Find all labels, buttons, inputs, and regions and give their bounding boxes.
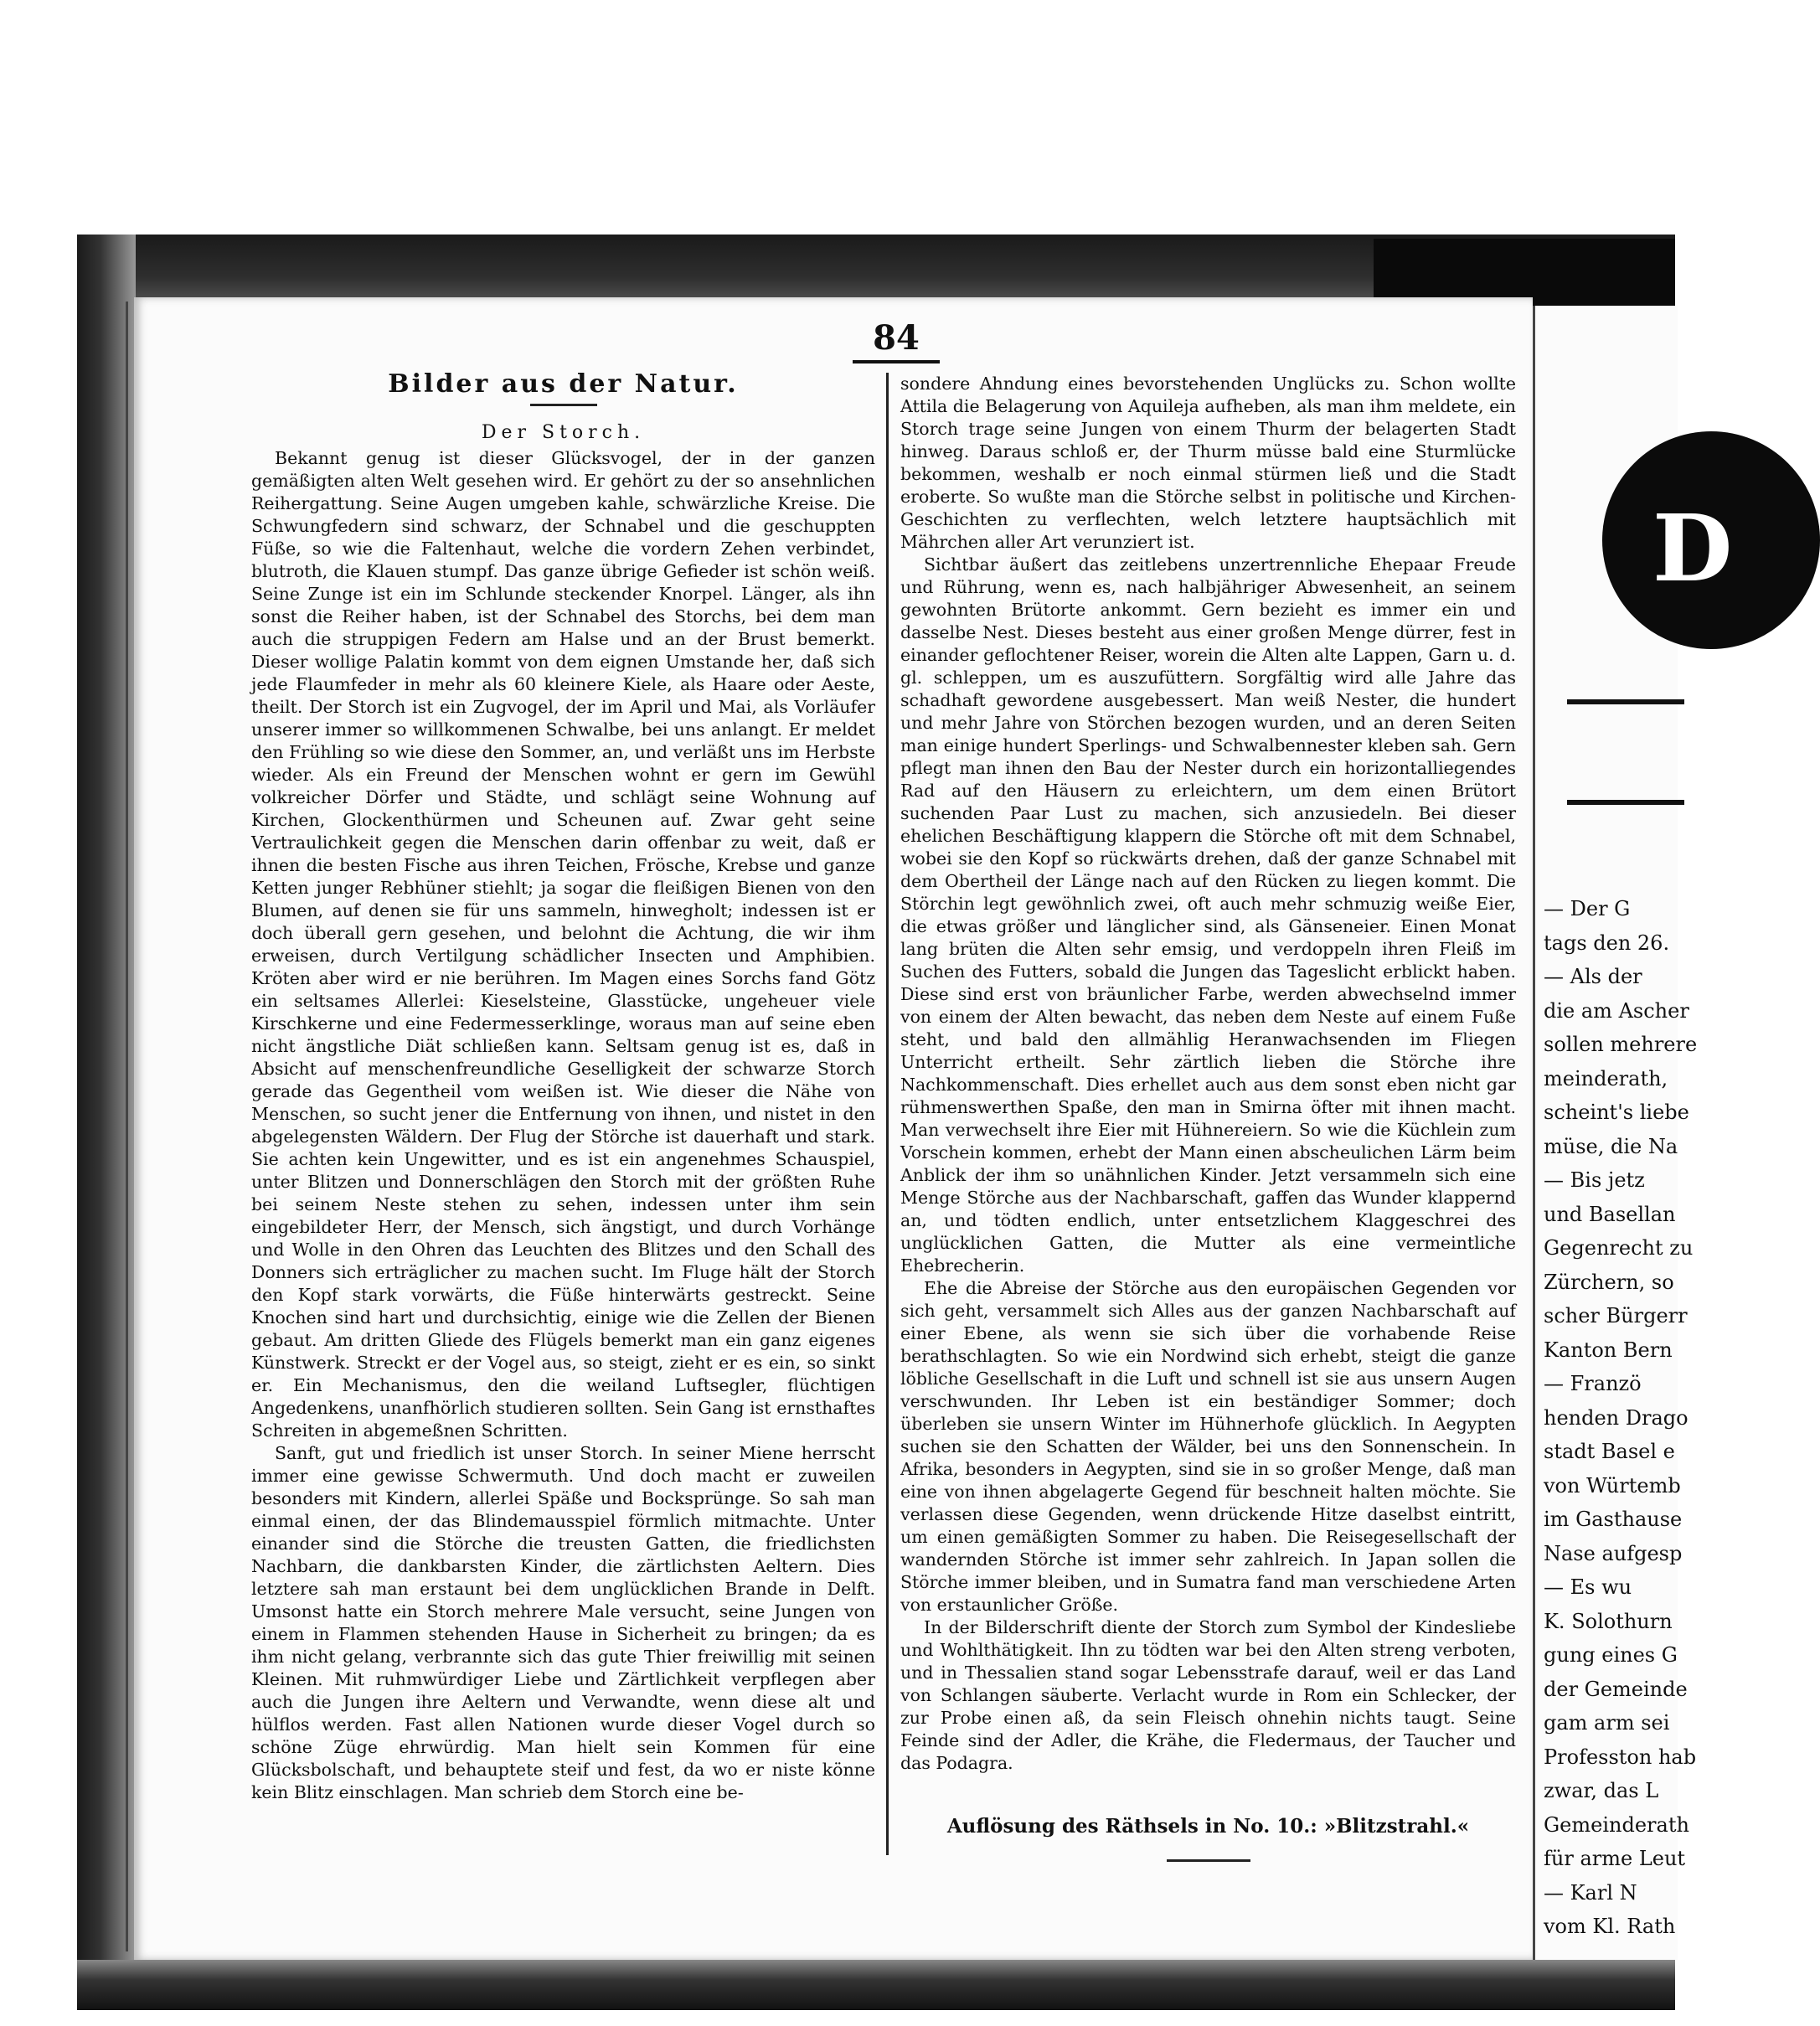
paragraph: Ehe die Abreise der Störche aus den europäischen Gegenden vor sich geht, versammelt sich Alles aus der ganzen Nachbarschaft auf einer Ebene, als wenn sie sich über die vorhabende Reise berathschlagten. So wie ein Nordwind sich erhebt, steigt die ganze löbliche Gesellschaft in die Luft und schnell ist sie aus unsern Augen verschwunden. Ihr Leben ist ein beständiger Sommer; doch überleben sie unsern Winter im Hühnerhofe glücklich. In Aegypten suchen sie den Schatten der Wälder, bei uns den Sonnenschein. In Afrika, besonders in Aegypten, sind sie in so großer Menge, daß man eine von ihnen abgelagerte Gegend für beschneit halten möchte. Sie verlassen diese Gegenden, wenn drückende Hitze daselbst eintritt, um einen gemäßigten Sommer zu haben. Die Reisegesellschaft der wandernden Störche ist immer sehr zahlreich. In Japan sollen die Störche immer bleiben, und in Sumatra fand man verschiedene Arten von erstaunlicher Größe. [900,1278,1516,1615]
heading-rule [530,404,597,406]
text-line: der Gemeinde [1544,1677,1688,1701]
text-line: — Der G [1544,897,1631,920]
masthead-rule [1567,800,1684,805]
text-line: die am Ascher [1544,998,1689,1023]
article-heading: Bilder aus der Natur. [388,369,739,399]
text-line: Gemeinderath [1544,1812,1689,1837]
text-line: Zürchern, so [1544,1270,1674,1294]
text-line: zwar, das L [1544,1779,1659,1802]
text-line: — Franzö [1544,1372,1642,1395]
paragraph: sondere Ahndung eines bevorstehenden Unglücks zu. Schon wollte Attila die Belagerung von Aquileja aufheben, als man ihm meldete, ein Storch trage seine Jungen von einem Thurm der belagerten Stadt hinweg. Daraus schloß er, der Thurm müsse bald eine Sturmlücke bekommen, weshalb er noch einmal stürmen ließ und die Stadt eroberte. So wußte man die Störche selbst in politische und Kirchen-Geschichten zu verflechten, welch letztere hauptsächlich mit Mährchen aller Art verunziert ist. [900,374,1516,552]
page-number: 84 [873,318,920,358]
paragraph: Sanft, gut und friedlich ist unser Storch. In seiner Miene herrscht immer eine gewisse Schwermuth. Und doch macht er zuweilen besonders mit Kindern, allerlei Späße und Bocksprünge. So sah man einmal einen, der das Blindemausspiel förmlich mitmachte. Unter einander sind die Störche die treusten Gatten, die friedlichsten Nachbarn, die dankbarsten Kinder, die zärtlichsten Aeltern. Dies letztere sah man erstaunt bei dem unglücklichen Brande in Delft. Umsonst hatte ein Storch mehrere Male versucht, seine Jungen von einem in Flammen stehenden Hause in Sicherheit zu bringen; da es ihm nicht gelang, verbrannte sich das gute Thier freiwillig mit seinen Kleinen. Mit ruhmwürdiger Liebe und Zärtlichkeit verpflegen aber auch die Jungen ihre Aeltern und Verwandte, wenn diese alt und hülflos werden. Fast allen Nationen wurde dieser Vogel durch so schöne Züge ehrwürdig. Man hielt sein Kommen für eine Glücksbolschaft, und behauptete steif und fest, da wo er niste könne kein Blitz einschlagen. Man schrieb dem Storch eine be- [251,1443,875,1802]
text-line: — Karl N [1544,1880,1637,1905]
text-line: müse, die Na [1544,1134,1678,1158]
column-divider [886,373,889,1855]
text-line: — Es wu [1544,1575,1632,1599]
text-line: tags den 26. [1544,931,1670,955]
text-line: sollen mehrere [1544,1033,1698,1056]
text-line: Nase aufgesp [1544,1541,1683,1565]
text-line: Kanton Bern [1544,1338,1673,1362]
text-line: vom Kl. Rath [1544,1915,1676,1938]
text-line: meinderath, [1544,1066,1668,1090]
text-line: gung eines G [1544,1643,1678,1667]
text-line: K. Solothurn [1544,1609,1673,1633]
text-line: Professton hab [1544,1745,1697,1769]
text-line: — Als der [1544,965,1642,988]
text-line: für arme Leut [1544,1847,1686,1870]
paragraph: Bekannt genug ist dieser Glücksvogel, der in der ganzen gemäßigten alten Welt gesehen wird. Er gehört zu der so ansehnlichen Reihergattung. Seine Augen umgeben kahle, schwärzliche Kreise. Die Schwungfedern sind schwarz, der Schnabel und die geschuppten Füße, so wie die Faltenhaut, welche die vordern Zehen verbindet, blutroth, die Klauen stumpf. Das ganze übrige Gefieder ist schön weiß. Seine Zunge ist ein im Schlunde steckender Knorpel. Länger, als ihn sonst die Reiher haben, ist der Schnabel des Storchs, bei dem man auch die struppigen Federn am Halse und an der Brust bemerkt. Dieser wollige Palatin kommt von dem eignen Umstande her, daß sich jede Flaumfeder in mehr als 60 kleinere Kiele, als Haare oder Aeste, theilt. Der Storch ist ein Zugvogel, der im April und Mai, als Vorläufer unserer immer so willkommenen Schwalbe, bei uns anlangt. Er meldet den Frühling so wie diese den Sommer, an, und verläßt uns im Herbste wieder. Als ein Freund der Menschen wohnt er gern im Gewühl volkreicher Dörfer und Städte, und schlägt seine Wohnung auf Kirchen, Glockenthürmen und Scheunen auf. Zwar geht seine Vertraulichkeit gegen die Menschen darin offenbar zu weit, daß er ihnen die besten Fische aus ihren Teichen, Frösche, Krebse und ganze Ketten junger Rebhüner stiehlt; ja sogar die fleißigen Bienen von den Blumen, auf denen sie für uns sammeln, hinwegholt; indessen ist er doch überall gern gesehen, und belohnt die Achtung, die wir ihm erweisen, durch Vertilgung schädlicher Insecten und Amphibien. Kröten aber wird er nie berühren. Im Magen eines Sorchs fand Götz ein seltsames Allerlei: Kieselsteine, Glasstücke, ungeheuer viele Kirschkerne und eine Federmesserklinge, woraus man auf seine eben nicht ängstliche Diät schließen kann. Seltsam genug ist es, daß in Absicht auf menschenfreundliche Geselligkeit der schwarze Storch gerade das Gegentheil vom weißen ist. Wie dieser die Nähe von Menschen, so sucht jener die Entfernung von ihnen, und nistet in den abgelegensten Wäldern. Der Flug der Störche ist dauerhaft und stark. Sie achten kein Ungewitter, und es ist ein angenehmes Schauspiel, unter Blitzen und Donnerschlägen den Storch mit der größten Ruhe bei seinem Neste stehen zu sehen, indessen unter ihm sein eingebildeter Herr, der Mensch, sich ängstigt, und durch Vorhänge und Wolle in den Ohren das Leuchten des Blitzes und den Schall des Donners sich erträglicher zu machen sucht. Im Fluge hält der Storch den Kopf stark vorwärts, die Füße hinterwärts gestreckt. Seine Knochen sind hart und durchsichtig, einige wie die Zellen der Bienen gebaut. Am dritten Gliede des Flügels bemerkt man ein ganz eigenes Künstwerk. Streckt er der Vogel aus, so steigt, zieht er es ein, so sinkt er. Ein Mechanismus, den die weiland Luftsegler, flüchtigen Angedenkens, unanfhörlich studieren sollten. Sein Gang ist ernsthaftes Schreiten in abgemeßnen Schritten. [251,448,875,1441]
masthead-letter: D [1652,494,1733,602]
text-line: henden Drago [1544,1405,1689,1430]
right-column [900,373,1516,1862]
text-line: und Basellan [1544,1202,1676,1226]
text-line: gam arm sei [1544,1711,1670,1735]
text-line: von Würtemb [1544,1473,1681,1498]
scan-shadow-bottom [77,1960,1675,2010]
adjacent-page-text [1544,892,1698,1944]
paragraph: In der Bilderschrift diente der Storch zum Symbol der Kindesliebe und Wohlthätigkeit. Ihn zu tödten war bei den Alten streng verboten, und in Thessalien stand sogar Lebensstrafe darauf, weil er das Land von Schlangen säuberte. Verlacht wurde in Rom ein Schlecker, der zur Probe einen aß, da sein Fleisch ohnehin nichts taugt. Seine Feinde sind der Adler, die Krähe, die Fledermaus, der Taucher und das Podagra. [900,1617,1516,1773]
text-line: — Bis jetz [1544,1168,1645,1192]
riddle-solution: Auflösung des Räthsels in No. 10.: »Blitzstrahl.« [946,1815,1470,1838]
paragraph: Sichtbar äußert das zeitlebens unzertrennliche Ehepaar Freude und Rührung, wenn es, nach halbjähriger Abwesenheit, an seinem gewohnten Brütorte ankommt. Gern bezieht es immer ein und dasselbe Nest. Dieses besteht aus einer großen Menge dürrer, fest in einander geflochtener Reiser, worein die Alten alte Lappen, Garn u. d. gl. schleppen, um es auszufüttern. Sorgfältig wird alle Jahre das schadhaft gewordene ausgebessert. Man weiß Nester, die hundert und mehr Jahre von Störchen bezogen wurden, und an deren Seiten man einige hundert Sperlings- und Schwalbennester kleben sah. Gern pflegt man ihnen den Bau der Nester durch ein horizontalliegendes Rad auf den Häusern zu erleichtern, um dem einen Brütort suchenden Paar Lust zu machen, sich anzusiedeln. Bei dieser ehelichen Beschäftigung klappern die Störche oft mit dem Schnabel, wobei sie den Kopf so rückwärts drehen, daß der ganze Schnabel mit dem Obertheil der Länge nach auf den Rücken zu liegen kommt. Die Störchin legt gewöhnlich zwei, oft auch mehr schmuzig weiße Eier, die etwas größer und länglicher sind, als Gänseneier. Einen Monat lang brüten die Alten sehr emsig, und verdoppeln ihren Fleiß im Suchen des Futters, sobald die Jungen das Tageslicht erblickt haben. Diese sind erst von bräunlicher Farbe, werden abwechselnd immer von einem der Alten bewacht, das neben dem Neste auf einem Fuße steht, und bald den allmählig Heranwachsenden im Fliegen Unterricht ertheilt. Sehr zärtlich lieben die Störche ihre Nachkommenschaft. Dies erhellet auch aus dem sonst eben nicht gar rühmenswerthen Spaße, den man in Smirna öfter mit ihnen macht. Man verwechselt ihre Eier mit Hühnereiern. So wie die Küchlein zum Vorschein kommen, erhebt der Mann einen abscheulichen Lärm beim Anblick der ihm so unähnlichen Kinder. Jetzt versammeln sich eine Menge Störche aus der Nachbarschaft, gaffen das Wunder klappernd an, und tödten endlich, unter entsetzlichem Klaggeschrei des unglücklichen Gatten, die Mutter als eine vermeintliche Ehebrecherin. [900,554,1516,1276]
page-number-rule [853,360,940,363]
text-line: stadt Basel e [1544,1440,1675,1463]
left-column [251,369,875,1804]
text-line: Gegenrecht zu [1544,1236,1694,1260]
masthead-rule [1567,699,1684,704]
solution-rule [1167,1859,1250,1862]
text-line: scheint's liebe [1544,1101,1689,1124]
adjacent-page [1533,306,1733,1960]
article-subheading: Der Storch. [481,422,646,443]
text-line: scher Bürgerr [1544,1304,1688,1327]
text-line: im Gasthause [1544,1508,1683,1531]
scan-dark-corner [1374,239,1675,306]
